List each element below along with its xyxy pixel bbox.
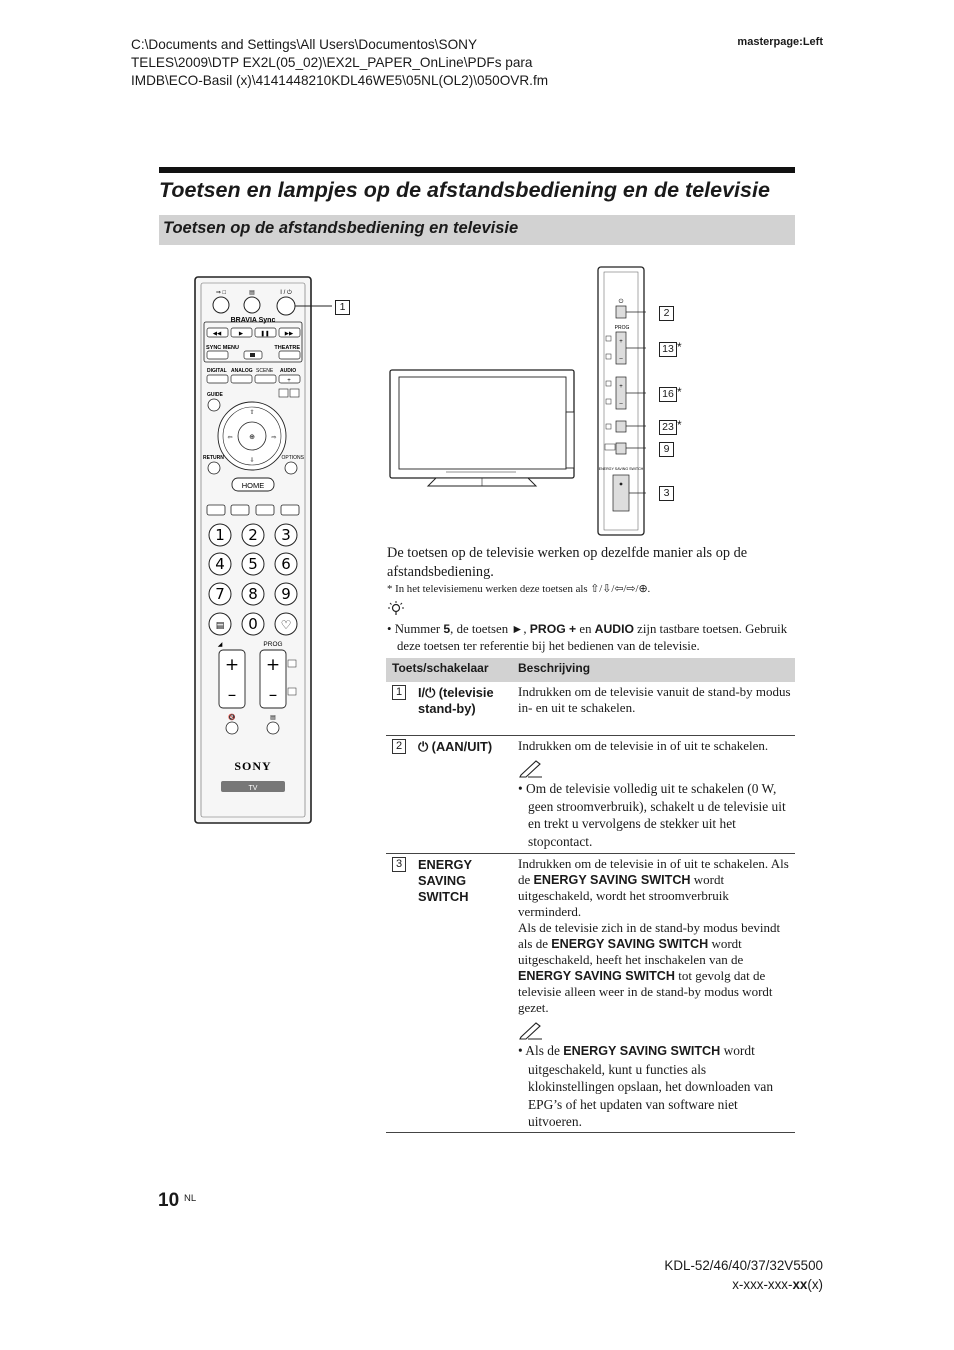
tv-label: TV (248, 785, 258, 792)
callout-remote: 1 (335, 300, 350, 315)
svg-text:+: + (265, 655, 281, 675)
digit-1-label: 1 (215, 526, 225, 544)
title-rule (159, 167, 795, 173)
row-note: • Om de televisie volledig uit te schakelen (0 W, geen stroomverbruik), schakelt u de televisie uit en trekt u vervolgens de stekker uit het stopcontact. (518, 781, 786, 849)
tip-part: en (576, 622, 595, 636)
callout-tv-2: 2 (659, 306, 674, 321)
digit-3-label: 3 (281, 526, 291, 544)
tip-text: • Nummer 5, de toetsen ►, PROG + en AUDIO zijn tastbare toetsen. Gebruik deze toetsen ter referentie bij het bedienen van de televisie. (387, 622, 788, 653)
svg-text:–: – (227, 685, 237, 705)
scene-label: SCENE (256, 368, 274, 374)
options-label: OPTIONS (281, 455, 304, 461)
digit-7-label: 7 (215, 585, 225, 603)
svg-text:⏻: ⏻ (618, 299, 624, 305)
row-note-text: Om de televisie volledig uit te schakelen (0 W, geen stroomverbruik), schakelt u de televisie uit en trekt u vervolgens de stekker uit het stopcontact. (526, 781, 786, 849)
row-number: 1 (392, 685, 406, 700)
svg-text:⊕: ⊕ (249, 434, 255, 441)
digital-label: DIGITAL (207, 368, 227, 374)
callout-tv-9: 9 (659, 442, 674, 457)
svg-text:⇒ □: ⇒ □ (215, 290, 227, 296)
row-desc-para (518, 920, 794, 1016)
digit-8-label: 8 (248, 585, 258, 603)
svg-text:⇦: ⇦ (227, 435, 233, 441)
table-row (386, 854, 795, 1133)
row-desc: Indrukken om de televisie vanuit de stand-by modus in- en uit te schakelen. (518, 684, 791, 715)
prog-label: PROG (263, 641, 283, 648)
model-number: KDL-52/46/40/37/32V5500 (664, 1258, 823, 1273)
remote-control-illustration (190, 272, 365, 828)
svg-text:–: – (619, 356, 623, 362)
table-header (386, 658, 795, 682)
desc-bold: ENERGY SAVING SWITCH (533, 873, 691, 887)
theatre-label: THEATRE (274, 345, 300, 351)
callout-tv-3: 3 (659, 486, 674, 501)
svg-text:–: – (619, 401, 623, 407)
digit-4-label: 4 (215, 555, 225, 573)
lightbulb-icon (387, 600, 405, 618)
code-bold: xx (792, 1277, 808, 1292)
svg-text:◢: ◢ (217, 642, 223, 648)
svg-text:🔇: 🔇 (228, 715, 236, 721)
digit-5-label: 5 (248, 555, 258, 573)
callout-tv-16: 16 (659, 387, 677, 402)
svg-text:▤: ▤ (270, 715, 276, 721)
digit-0-label: 0 (248, 615, 258, 633)
table-header-key: Toets/schakelaar (392, 661, 489, 675)
sync-menu-label: SYNC MENU (206, 345, 240, 351)
footnote: * In het televisiemenu werken deze toetsen als ⇧/⇩/⇦/⇨/⊕. (387, 583, 651, 595)
button-table (386, 658, 795, 1133)
svg-text:▶: ▶ (238, 331, 244, 337)
bravia-sync-label: BRAVIA Sync (230, 317, 276, 324)
svg-text:⇩: ⇩ (249, 458, 255, 464)
tip-part: Nummer (394, 622, 444, 636)
sony-logo: SONY (234, 759, 272, 773)
callout-tv-23: 23 (659, 420, 677, 435)
svg-text:▶▶: ▶▶ (284, 331, 294, 337)
file-path-line: C:\Documents and Settings\All Users\Documentos\SONY (131, 37, 478, 52)
svg-text:♡: ♡ (280, 618, 292, 632)
callout-star: * (677, 340, 682, 354)
row-number: 2 (392, 739, 406, 754)
svg-text:I / ⏻: I / ⏻ (280, 290, 292, 296)
tip-bold: ► (511, 622, 524, 636)
return-label: RETURN (203, 455, 224, 461)
desc-part: Als de televisie zich in de stand-by modus bevindt als de (518, 920, 781, 951)
file-path-line: IMDB\ECO-Basil (x)\4141448210KDL46WE5\05NL(OL2)\050OVR.fm (131, 73, 549, 88)
svg-text:+: + (619, 384, 623, 390)
home-label: HOME (241, 481, 265, 490)
code-part: (x) (807, 1277, 823, 1292)
analog-label: ANALOG (231, 368, 253, 374)
callout-tv-13: 13 (659, 342, 677, 357)
svg-text:+: + (224, 655, 240, 675)
desc-bold: ENERGY SAVING SWITCH (518, 969, 675, 983)
svg-text:⇨: ⇨ (271, 435, 277, 441)
row-key: I/⏻ (televisie stand-by) (418, 685, 494, 716)
svg-text:⇧: ⇧ (249, 410, 255, 416)
callout-star: * (677, 385, 682, 399)
row-key: ENERGY SAVING SWITCH (418, 857, 472, 904)
desc-part: tot gevolg dat de televisie alleen weer in de stand-by modus wordt gezet. (518, 968, 773, 1015)
row-desc (518, 856, 794, 1131)
tip-bold: PROG + (529, 622, 577, 636)
tv-prog-label: PROG (614, 325, 630, 331)
digit-9-label: 9 (281, 585, 291, 603)
guide-label: GUIDE (207, 392, 223, 398)
svg-text:–: – (268, 685, 278, 705)
tv-energy-label: ENERGY SAVING SWITCH (598, 467, 644, 471)
svg-text:▤: ▤ (215, 621, 225, 631)
page-number: 10 (158, 1190, 180, 1211)
table-row (386, 736, 795, 854)
file-path (131, 36, 691, 90)
page-title: Toetsen en lampjes op de afstandsbediening en de televisie (159, 178, 770, 202)
audio-label: AUDIO (280, 368, 297, 374)
page-lang: NL (184, 1193, 197, 1204)
section-subtitle: Toetsen op de afstandsbediening en televisie (163, 219, 519, 237)
tip-part: zijn tastbare toetsen. Gebruik deze toetsen ter referentie bij het bedienen van de televisie. (397, 622, 788, 653)
digit-6-label: 6 (281, 555, 291, 573)
model-info (600, 1256, 823, 1294)
table-header-desc: Beschrijving (518, 661, 591, 675)
code-part: x-xxx-xxx- (732, 1277, 793, 1292)
desc-part: wordt uitgeschakeld, heeft het inschakelen van de (518, 936, 744, 967)
svg-text:+: + (619, 339, 623, 345)
desc-part: wordt uitgeschakeld, wordt het stroomverbruik verminderd. (518, 872, 729, 919)
tip-bold: AUDIO (594, 622, 634, 636)
tip-part: , (523, 622, 530, 636)
row-key: ⏻ (AAN/UIT) (418, 739, 493, 754)
digit-2-label: 2 (248, 526, 258, 544)
svg-text:❚❚: ❚❚ (260, 331, 270, 337)
note-bold: ENERGY SAVING SWITCH (563, 1044, 721, 1058)
file-path-line: TELES\2009\DTP EX2L(05_02)\EX2L_PAPER_OnLine\PDFs para (131, 55, 533, 70)
row-desc-para (518, 856, 794, 920)
row-desc (518, 738, 794, 850)
table-row (386, 682, 795, 736)
note-part: Als de (525, 1043, 564, 1058)
row-number: 3 (392, 857, 406, 872)
tip-part: , de toetsen (450, 622, 512, 636)
callout-star: * (677, 418, 682, 432)
intro-text: De toetsen op de televisie werken op dezelfde manier als op de afstandsbediening. (387, 545, 748, 580)
svg-text:+: + (287, 378, 291, 384)
masterpage-label: masterpage:Left (737, 36, 823, 48)
model-code (600, 1275, 823, 1294)
note-pencil-icon (518, 758, 544, 778)
row-desc-text: Indrukken om de televisie in of uit te schakelen. (518, 738, 769, 753)
tip-bold: 5 (443, 622, 451, 636)
desc-part: Indrukken om de televisie in of uit te schakelen. Als de (518, 856, 789, 887)
tv-illustration (386, 262, 646, 538)
svg-text:◀◀: ◀◀ (212, 331, 222, 337)
note-part: wordt uitgeschakeld, kunt u functies als klokinstellingen opslaan, het downloaden van EPG’s of het updaten van software niet uitvoeren. (528, 1043, 774, 1129)
svg-text:▤: ▤ (249, 290, 255, 296)
row-note: • Als de ENERGY SAVING SWITCH wordt uitgeschakeld, kunt u functies als klokinstellingen opslaan, het downloaden van EPG’s of het updaten van software niet uitvoeren. (518, 1043, 774, 1129)
desc-bold: ENERGY SAVING SWITCH (551, 937, 709, 951)
note-pencil-icon (518, 1020, 544, 1040)
